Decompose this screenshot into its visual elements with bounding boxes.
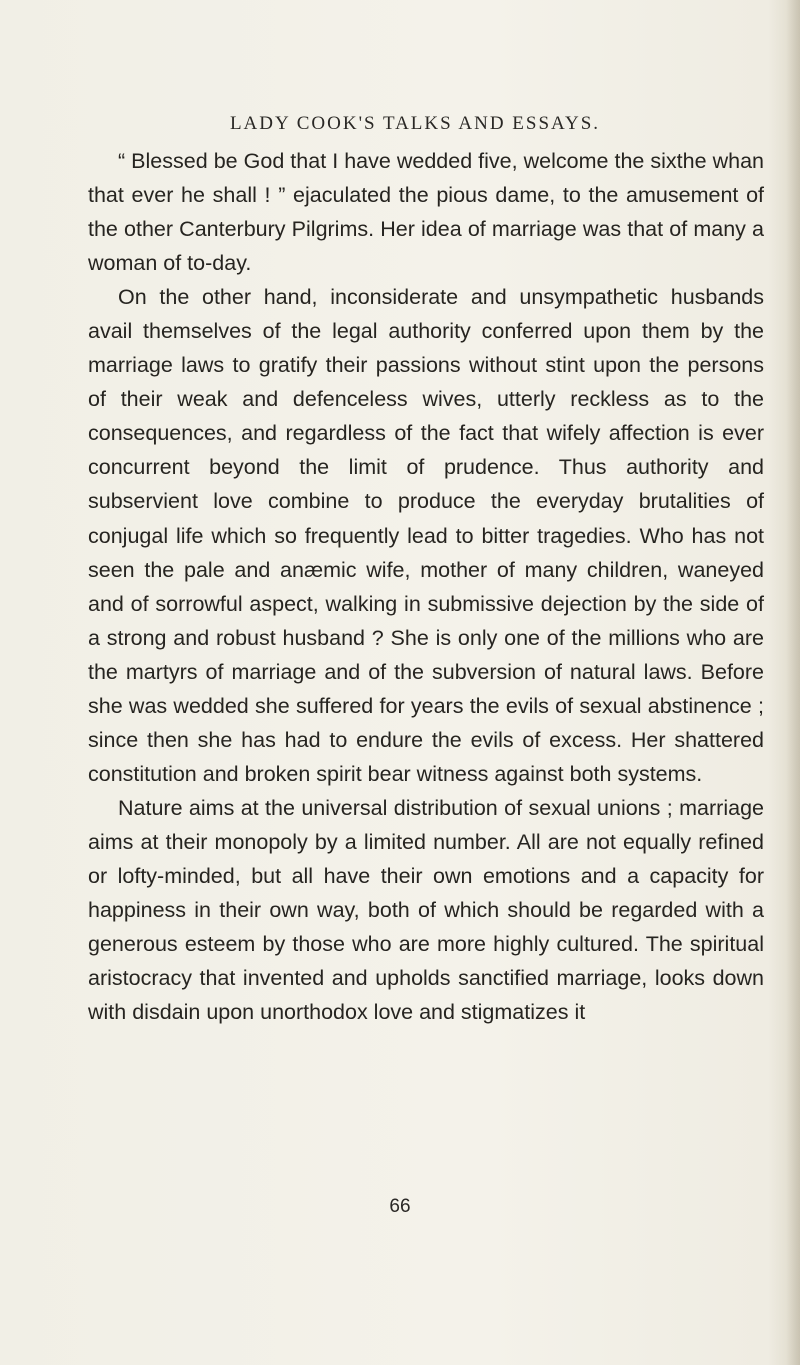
running-header [0, 113, 800, 135]
running-title: LADY COOK'S TALKS AND ESSAYS. [229, 113, 601, 134]
page-number: 66 [389, 1196, 411, 1217]
paragraph-1: “ Blessed be God that I have wedded five, welcome the sixthe whan that ever he shall ! ” ejaculated the pious dame, to the amusement of the other Canterbury Pilgrims. Her idea of marriage was that of many a woman of to-day. [88, 149, 764, 276]
paragraph-3: Nature aims at the universal distribution of sexual unions ; marriage aims at their monopoly by a limited number. All are not equally refined or lofty-minded, but all have their own emotions and a capacity for happiness in their own way, both of which should be regarded with a generous esteem by those who are more highly cultured. The spiritual aristocracy that invented and upholds sanctified marriage, looks down with disdain upon unorthodox love and stigmatizes it [88, 795, 764, 1025]
page-body [88, 144, 764, 1029]
paragraph-2: On the other hand, inconsiderate and unsympathetic husbands avail themselves of the legal authority conferred upon them by the marriage laws to gratify their passions without stint upon the persons of their weak and defenceless wives, utterly reckless as to the consequences, and regardless of the fact that wifely affection is ever concurrent beyond the limit of prudence. Thus authority and subservient love combine to produce the everyday brutalities of conjugal life which so frequently lead to bitter tragedies. Who has not seen the pale and anæmic wife, mother of many children, waneyed and of sorrowful aspect, walking in submissive dejection by the side of a strong and robust husband ? She is only one of the millions who are the martyrs of marriage and of the subversion of natural laws. Before she was wedded she suffered for years the evils of sexual abstinence ; since then she has had to endure the evils of excess. Her shattered constitution and broken spirit bear witness against both systems. [88, 285, 764, 786]
page-edge-shadow [786, 0, 800, 1365]
